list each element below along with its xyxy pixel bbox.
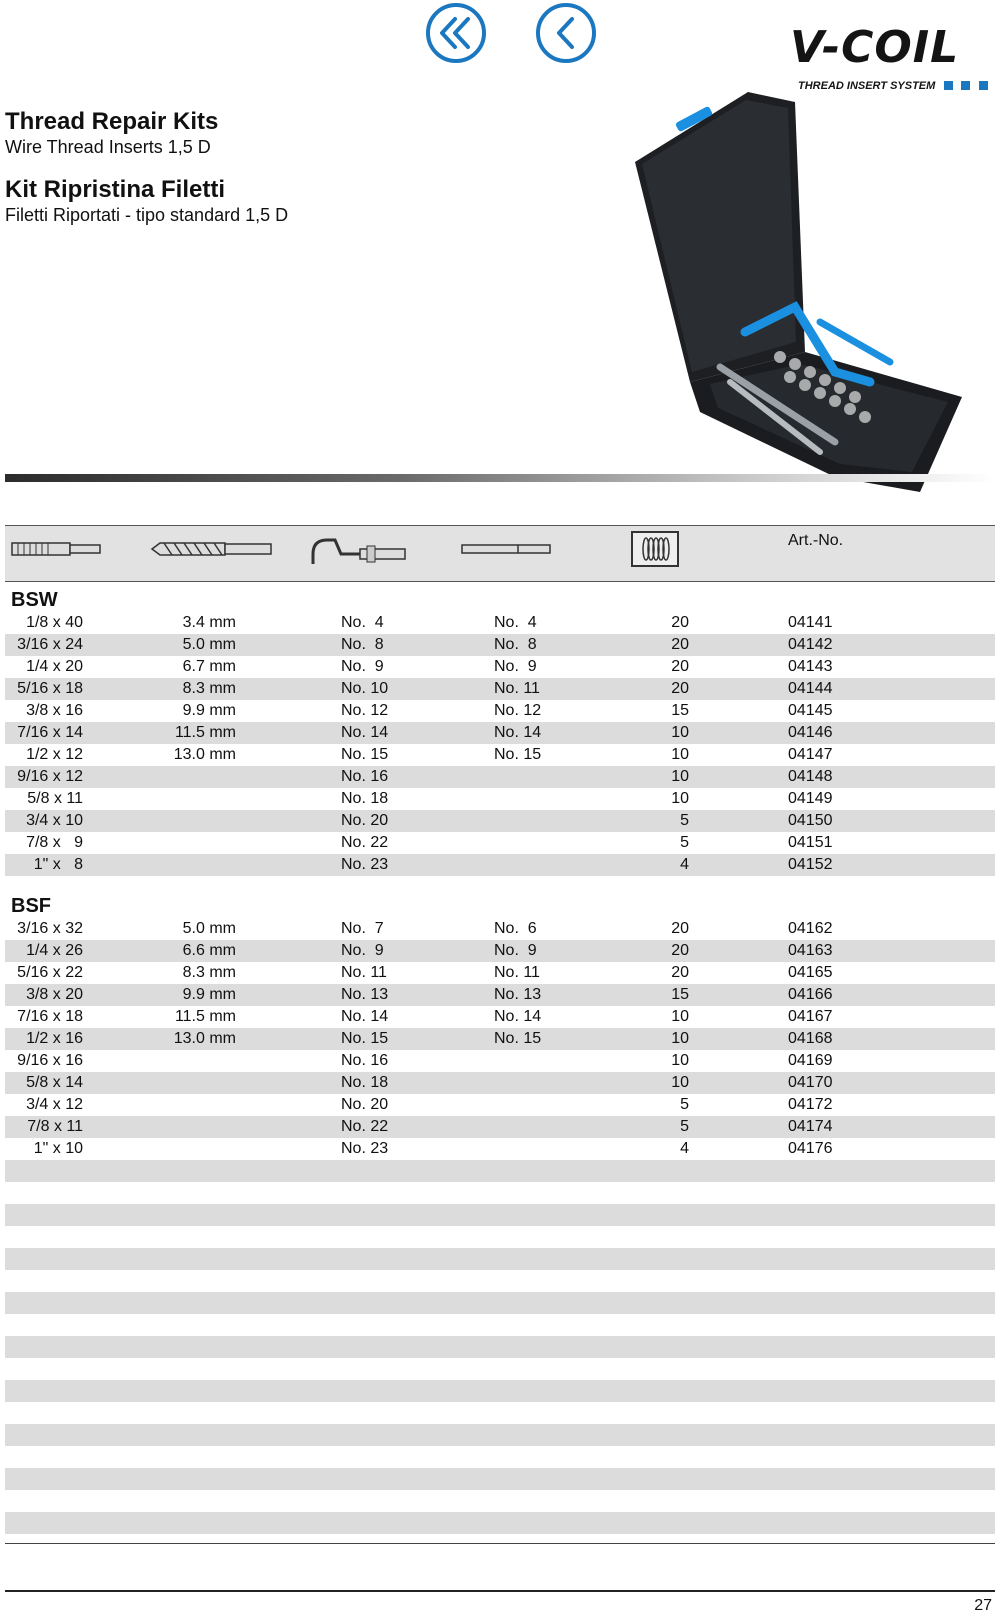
article-number-cell: 04146 xyxy=(788,724,833,741)
tool-number-cell: No. 14 xyxy=(494,724,542,741)
article-number-cell: 04144 xyxy=(788,680,833,697)
tap-number-cell: No. 20 xyxy=(341,1096,389,1113)
tool-number-cell: No. 15 xyxy=(494,746,542,763)
insert-quantity-cell: 20 xyxy=(671,636,689,653)
empty-table-row xyxy=(5,1380,995,1402)
tool-number-cell: No. 14 xyxy=(494,1008,542,1025)
footer-rule xyxy=(5,1590,995,1592)
insert-quantity-cell: 10 xyxy=(671,1074,689,1091)
empty-table-row xyxy=(5,1336,995,1358)
tap-number-cell: No. 4 xyxy=(341,614,384,631)
thread-size-cell: 1" x 8 xyxy=(33,856,83,873)
empty-table-row xyxy=(5,1226,995,1248)
article-number-cell: 04142 xyxy=(788,636,833,653)
brand-square-decoration xyxy=(979,81,988,90)
double-chevron-left-icon xyxy=(425,2,487,64)
tap-number-cell: No. 23 xyxy=(341,1140,389,1157)
tang-break-tool-icon xyxy=(460,534,555,564)
thread-size-cell: 1/8 x 40 xyxy=(26,614,83,631)
drill-size-cell: 5.0 mm xyxy=(182,636,236,653)
thread-size-cell: 1/2 x 12 xyxy=(26,746,83,763)
tap-icon xyxy=(10,534,105,564)
article-number-cell: 04170 xyxy=(788,1074,833,1091)
insert-quantity-cell: 20 xyxy=(671,658,689,675)
tap-number-cell: No. 9 xyxy=(341,658,384,675)
brand-name: V-COIL xyxy=(790,22,960,73)
article-number-cell: 04150 xyxy=(788,812,833,829)
brand-square-decoration xyxy=(944,81,953,90)
subtitle-italian: Filetti Riportati - tipo standard 1,5 D xyxy=(5,205,289,225)
title-italian: Kit Ripristina Filetti xyxy=(5,176,226,203)
table-row xyxy=(5,612,995,634)
drill-size-cell: 9.9 mm xyxy=(182,986,236,1003)
insert-quantity-cell: 10 xyxy=(671,1030,689,1047)
drill-size-cell: 13.0 mm xyxy=(173,746,236,763)
tap-number-cell: No. 15 xyxy=(341,746,389,763)
thread-size-cell: 1/4 x 20 xyxy=(26,658,83,675)
section-title: BSF xyxy=(11,895,51,917)
insert-quantity-cell: 5 xyxy=(680,1118,689,1135)
insert-quantity-cell: 10 xyxy=(671,790,689,807)
thread-size-cell: 7/8 x 9 xyxy=(26,834,83,851)
tap-number-cell: No. 11 xyxy=(341,964,387,981)
tap-number-cell: No. 18 xyxy=(341,1074,389,1091)
insert-quantity-cell: 20 xyxy=(671,920,689,937)
empty-table-row xyxy=(5,1292,995,1314)
tap-number-cell: No. 8 xyxy=(341,636,384,653)
article-number-cell: 04148 xyxy=(788,768,833,785)
insert-quantity-cell: 10 xyxy=(671,1008,689,1025)
thread-size-cell: 5/8 x 14 xyxy=(26,1074,83,1091)
brand-tagline: THREAD INSERT SYSTEM xyxy=(798,80,936,92)
insert-quantity-cell: 10 xyxy=(671,724,689,741)
table-row xyxy=(5,1028,995,1050)
article-number-cell: 04165 xyxy=(788,964,833,981)
article-number-header: Art.-No. xyxy=(788,532,844,549)
insert-quantity-cell: 10 xyxy=(671,746,689,763)
tool-number-cell: No. 4 xyxy=(494,614,537,631)
article-number-cell: 04149 xyxy=(788,790,833,807)
article-number-cell: 04141 xyxy=(788,614,833,631)
drill-size-cell: 8.3 mm xyxy=(182,680,236,697)
tap-number-cell: No. 18 xyxy=(341,790,389,807)
table-row xyxy=(5,1006,995,1028)
thread-size-cell: 3/4 x 10 xyxy=(26,812,83,829)
page-number: 27 xyxy=(974,1597,992,1614)
insert-quantity-cell: 5 xyxy=(680,812,689,829)
empty-table-row xyxy=(5,1358,995,1380)
empty-table-row xyxy=(5,1160,995,1182)
tap-number-cell: No. 16 xyxy=(341,1052,389,1069)
table-row xyxy=(5,918,995,940)
article-number-cell: 04151 xyxy=(788,834,833,851)
article-number-cell: 04172 xyxy=(788,1096,833,1113)
thread-size-cell: 3/16 x 32 xyxy=(17,920,83,937)
subtitle-english: Wire Thread Inserts 1,5 D xyxy=(5,137,211,157)
thread-size-cell: 5/8 x 11 xyxy=(27,790,83,807)
first-page-button[interactable] xyxy=(425,2,487,64)
table-header xyxy=(5,525,995,582)
installation-tool-icon xyxy=(305,534,415,574)
insert-quantity-cell: 20 xyxy=(671,614,689,631)
tap-number-cell: No. 16 xyxy=(341,768,389,785)
wire-insert-icon xyxy=(630,530,680,570)
insert-quantity-cell: 20 xyxy=(671,680,689,697)
drill-size-cell: 8.3 mm xyxy=(182,964,236,981)
tap-number-cell: No. 22 xyxy=(341,834,389,851)
table-row xyxy=(5,744,995,766)
empty-table-row xyxy=(5,1402,995,1424)
article-number-cell: 04152 xyxy=(788,856,833,873)
empty-table-row xyxy=(5,1248,995,1270)
thread-size-cell: 1/2 x 16 xyxy=(26,1030,83,1047)
empty-table-row xyxy=(5,1270,995,1292)
tool-number-cell: No. 9 xyxy=(494,658,537,675)
insert-quantity-cell: 4 xyxy=(680,1140,689,1157)
article-number-cell: 04168 xyxy=(788,1030,833,1047)
table-row xyxy=(5,940,995,962)
drill-size-cell: 5.0 mm xyxy=(182,920,236,937)
empty-table-row xyxy=(5,1490,995,1512)
thread-size-cell: 7/16 x 18 xyxy=(17,1008,83,1025)
drill-size-cell: 9.9 mm xyxy=(182,702,236,719)
tap-number-cell: No. 23 xyxy=(341,856,389,873)
insert-quantity-cell: 10 xyxy=(671,1052,689,1069)
empty-table-row xyxy=(5,1512,995,1534)
insert-quantity-cell: 20 xyxy=(671,942,689,959)
tool-number-cell: No. 9 xyxy=(494,942,537,959)
title-english: Thread Repair Kits xyxy=(5,108,219,135)
table-row xyxy=(5,722,995,744)
table-bottom-rule xyxy=(5,1543,995,1544)
article-number-cell: 04145 xyxy=(788,702,833,719)
table-row xyxy=(5,700,995,722)
insert-quantity-cell: 20 xyxy=(671,964,689,981)
tool-number-cell: No. 11 xyxy=(494,680,540,697)
thread-size-cell: 5/16 x 22 xyxy=(17,964,83,981)
table-row xyxy=(5,854,995,876)
tool-number-cell: No. 11 xyxy=(494,964,540,981)
thread-size-cell: 3/4 x 12 xyxy=(26,1096,83,1113)
thread-size-cell: 9/16 x 16 xyxy=(17,1052,83,1069)
drill-bit-icon xyxy=(150,534,275,564)
table-row xyxy=(5,766,995,788)
tool-number-cell: No. 12 xyxy=(494,702,542,719)
insert-quantity-cell: 10 xyxy=(671,768,689,785)
table-row xyxy=(5,1072,995,1094)
product-image-kit-case xyxy=(630,92,1000,512)
insert-quantity-cell: 4 xyxy=(680,856,689,873)
article-number-cell: 04166 xyxy=(788,986,833,1003)
tool-number-cell: No. 8 xyxy=(494,636,537,653)
table-row xyxy=(5,810,995,832)
drill-size-cell: 6.6 mm xyxy=(182,942,236,959)
table-row xyxy=(5,1116,995,1138)
previous-page-button[interactable] xyxy=(535,2,597,64)
tap-number-cell: No. 20 xyxy=(341,812,389,829)
tap-number-cell: No. 14 xyxy=(341,724,389,741)
article-number-cell: 04176 xyxy=(788,1140,833,1157)
thread-size-cell: 5/16 x 18 xyxy=(17,680,83,697)
table-row xyxy=(5,832,995,854)
thread-size-cell: 3/16 x 24 xyxy=(17,636,83,653)
tap-number-cell: No. 9 xyxy=(341,942,384,959)
table-row xyxy=(5,788,995,810)
article-number-cell: 04147 xyxy=(788,746,833,763)
article-number-cell: 04167 xyxy=(788,1008,833,1025)
drill-size-cell: 11.5 mm xyxy=(174,1008,236,1025)
drill-size-cell: 6.7 mm xyxy=(182,658,236,675)
brand-logo xyxy=(790,22,995,92)
empty-table-row xyxy=(5,1182,995,1204)
article-number-cell: 04174 xyxy=(788,1118,833,1135)
table-row xyxy=(5,1138,995,1160)
section-title: BSW xyxy=(11,589,58,611)
tap-number-cell: No. 15 xyxy=(341,1030,389,1047)
article-number-cell: 04143 xyxy=(788,658,833,675)
empty-table-row xyxy=(5,1314,995,1336)
insert-quantity-cell: 15 xyxy=(671,702,689,719)
table-row xyxy=(5,1094,995,1116)
thread-size-cell: 7/16 x 14 xyxy=(17,724,83,741)
article-number-cell: 04169 xyxy=(788,1052,833,1069)
thread-size-cell: 3/8 x 16 xyxy=(26,702,83,719)
tap-number-cell: No. 12 xyxy=(341,702,389,719)
thread-size-cell: 3/8 x 20 xyxy=(26,986,83,1003)
tap-number-cell: No. 14 xyxy=(341,1008,389,1025)
table-row xyxy=(5,678,995,700)
thread-size-cell: 1/4 x 26 xyxy=(26,942,83,959)
insert-quantity-cell: 15 xyxy=(671,986,689,1003)
empty-table-row xyxy=(5,1446,995,1468)
thread-size-cell: 7/8 x 11 xyxy=(27,1118,83,1135)
tap-number-cell: No. 13 xyxy=(341,986,389,1003)
empty-table-row xyxy=(5,1204,995,1226)
tool-number-cell: No. 6 xyxy=(494,920,537,937)
thread-size-cell: 1" x 10 xyxy=(33,1140,83,1157)
tool-number-cell: No. 13 xyxy=(494,986,542,1003)
insert-quantity-cell: 5 xyxy=(680,834,689,851)
thread-size-cell: 9/16 x 12 xyxy=(17,768,83,785)
table-row xyxy=(5,962,995,984)
drill-size-cell: 13.0 mm xyxy=(173,1030,236,1047)
table-row xyxy=(5,1050,995,1072)
drill-size-cell: 3.4 mm xyxy=(182,614,236,631)
tap-number-cell: No. 10 xyxy=(341,680,389,697)
chevron-left-icon xyxy=(535,2,597,64)
brand-square-decoration xyxy=(961,81,970,90)
tool-number-cell: No. 15 xyxy=(494,1030,542,1047)
article-number-cell: 04162 xyxy=(788,920,833,937)
empty-table-row xyxy=(5,1424,995,1446)
kit-table xyxy=(5,582,995,1534)
table-row xyxy=(5,984,995,1006)
table-row xyxy=(5,634,995,656)
article-number-cell: 04163 xyxy=(788,942,833,959)
page-titles xyxy=(5,108,288,244)
tap-number-cell: No. 22 xyxy=(341,1118,389,1135)
tap-number-cell: No. 7 xyxy=(341,920,384,937)
section-divider-bar xyxy=(5,474,995,482)
drill-size-cell: 11.5 mm xyxy=(174,724,236,741)
table-row xyxy=(5,656,995,678)
section-spacer xyxy=(5,876,995,888)
insert-quantity-cell: 5 xyxy=(680,1096,689,1113)
empty-table-row xyxy=(5,1468,995,1490)
